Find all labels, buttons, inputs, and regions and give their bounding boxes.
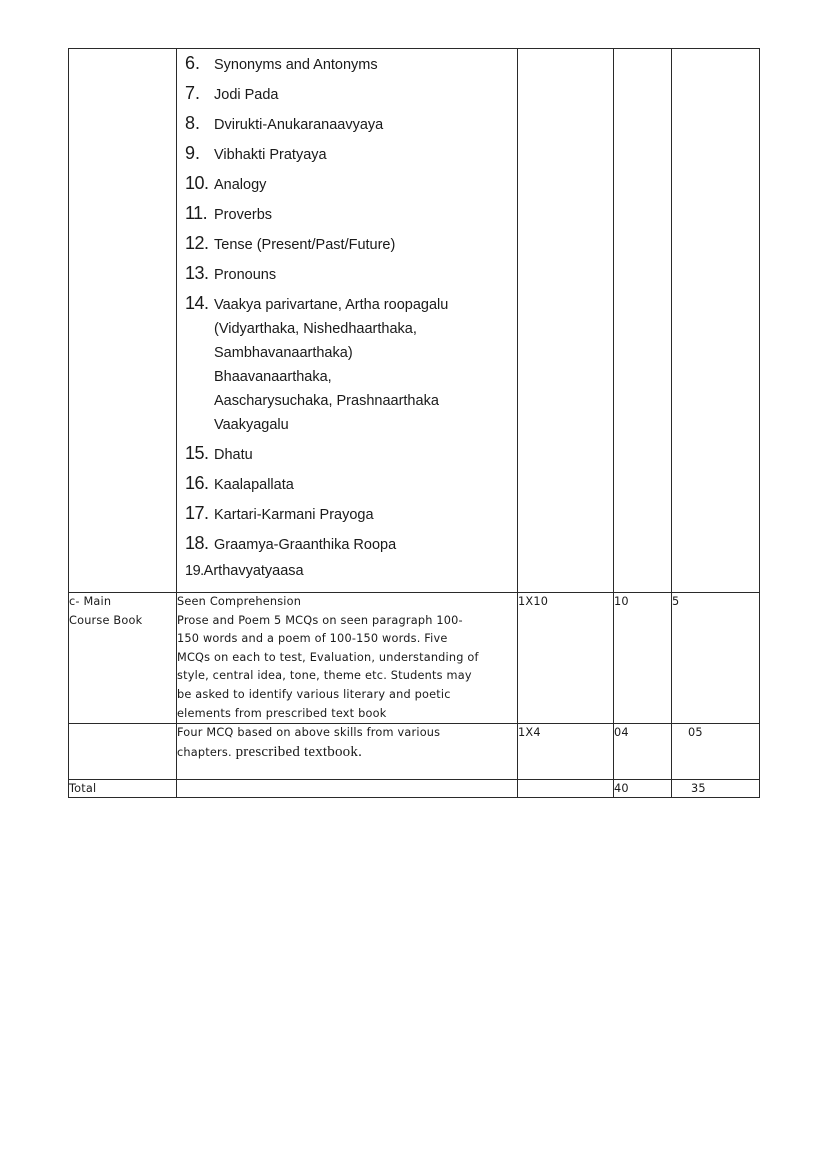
description-line: style, central idea, tone, theme etc. Students may	[177, 669, 472, 683]
list-item	[185, 441, 517, 467]
description-fragment: prescribed textbook.	[235, 743, 363, 760]
weight-value: 5	[672, 595, 680, 608]
weight-cell	[672, 780, 760, 798]
syllabus-table	[68, 48, 760, 798]
list-item-text	[214, 293, 517, 437]
weight-value: 05	[688, 726, 703, 740]
list-item	[185, 171, 517, 197]
section-cell	[69, 780, 177, 798]
question-type: 1X4	[518, 726, 541, 740]
description-cell	[177, 593, 518, 724]
marks-value: 10	[614, 595, 629, 608]
marks-cell	[614, 49, 672, 593]
list-item	[185, 81, 517, 107]
list-item-line: Bhaavanaarthaka,	[214, 369, 332, 385]
description-line: Four MCQ based on above skills from various	[177, 726, 441, 740]
list-item-text: Kartari-Karmani Prayoga	[214, 507, 374, 523]
list-item-text: Tense (Present/Past/Future)	[214, 237, 396, 253]
type-cell	[518, 724, 614, 780]
list-item-line: Aascharysuchaka, Prashnaarthaka	[214, 393, 439, 409]
description-line: MCQs on each to test, Evaluation, understanding of	[177, 650, 479, 664]
list-item-number: 12.	[185, 233, 209, 253]
table-row	[69, 49, 760, 593]
total-marks: 40	[614, 782, 629, 796]
section-cell	[69, 593, 177, 724]
list-item-text: Analogy	[214, 177, 267, 193]
list-item-text: Dvirukti-Anukaranaavyaya	[214, 117, 384, 133]
section-label: c- Main	[69, 595, 112, 608]
description-fragment: chapters.	[177, 745, 232, 759]
section-cell	[69, 724, 177, 780]
list-item-text: Vibhakti Pratyaya	[214, 147, 327, 163]
weight-cell	[672, 593, 760, 724]
table-row	[69, 724, 760, 780]
table-row	[69, 593, 760, 724]
topics-cell	[177, 49, 518, 593]
description-heading: Seen Comprehension	[177, 595, 302, 608]
list-item-number: 6.	[185, 53, 201, 73]
list-item-text: Graamya-Graanthika Roopa	[214, 537, 397, 553]
total-label: Total	[69, 782, 97, 796]
list-item	[185, 141, 517, 167]
list-item	[185, 111, 517, 137]
list-item-line: Vaakya parivartane, Artha roopagalu	[214, 297, 449, 313]
description-line: 150 words and a poem of 100-150 words. Five	[177, 632, 448, 646]
list-item	[185, 291, 517, 437]
list-item-text: Synonyms and Antonyms	[214, 57, 378, 73]
list-item-text: Proverbs	[214, 207, 273, 223]
list-item-line: Sambhavanaarthaka)	[214, 345, 353, 361]
description-line: Prose and Poem 5 MCQs on seen paragraph 100-	[177, 613, 463, 627]
list-item-number: 14.	[185, 293, 209, 313]
description-cell	[177, 780, 518, 798]
list-item	[185, 231, 517, 257]
list-item-text: Dhatu	[214, 447, 253, 463]
total-weight: 35	[691, 782, 706, 796]
list-item	[185, 471, 517, 497]
weight-cell	[672, 724, 760, 780]
list-item	[185, 501, 517, 527]
section-cell	[69, 49, 177, 593]
table-row	[69, 780, 760, 798]
list-item	[185, 51, 517, 77]
type-cell	[518, 780, 614, 798]
list-item-number: 7.	[185, 83, 201, 103]
list-item-text: Kaalapallata	[214, 477, 294, 493]
list-item	[185, 559, 517, 583]
list-item-number: 13.	[185, 263, 209, 283]
type-cell	[518, 593, 614, 724]
topic-list	[177, 49, 517, 583]
description-line: elements from prescribed text book	[177, 706, 387, 720]
list-item-number: 9.	[185, 143, 201, 163]
list-item-number: 18.	[185, 533, 209, 553]
marks-cell	[614, 724, 672, 780]
marks-value: 04	[614, 726, 629, 740]
description-line: be asked to identify various literary and poetic	[177, 687, 451, 701]
list-item-line: (Vidyarthaka, Nishedhaarthaka,	[214, 321, 417, 337]
list-item-number: 11.	[185, 203, 208, 223]
list-item-number: 15.	[185, 443, 209, 463]
list-item-text: Pronouns	[214, 267, 277, 283]
description-line	[177, 743, 517, 763]
list-item	[185, 261, 517, 287]
list-item	[185, 531, 517, 557]
section-label: Course Book	[69, 613, 143, 627]
list-item-text: Jodi Pada	[214, 87, 279, 103]
list-item-number: 16.	[185, 473, 209, 493]
list-item-text: Arthavyatyaasa	[203, 563, 304, 579]
description-cell	[177, 724, 518, 780]
list-item-number: 10.	[185, 173, 209, 193]
list-item-number: 8.	[185, 113, 201, 133]
type-cell	[518, 49, 614, 593]
list-item-number: 19.	[185, 563, 204, 579]
list-item-line: Vaakyagalu	[214, 417, 289, 433]
list-item	[185, 201, 517, 227]
list-item-number: 17.	[185, 503, 209, 523]
marks-cell	[614, 593, 672, 724]
weight-cell	[672, 49, 760, 593]
question-type: 1X10	[518, 595, 549, 608]
marks-cell	[614, 780, 672, 798]
